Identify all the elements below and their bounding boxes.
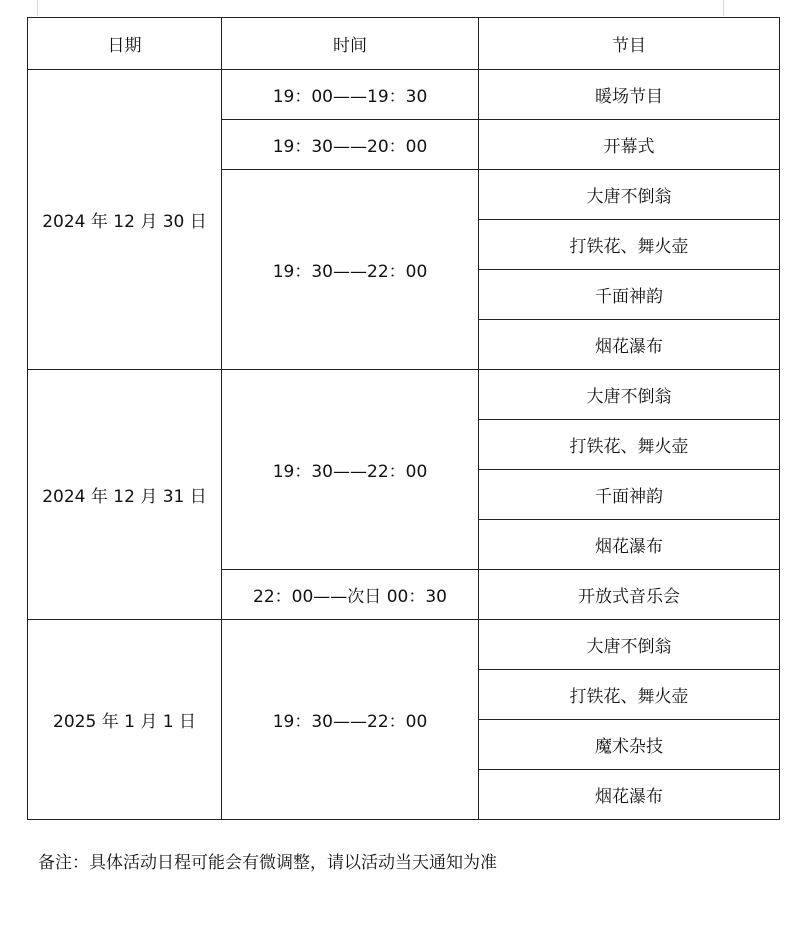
table-body [28, 70, 780, 820]
date-cell: 2024 年 12 月 31 日 [28, 370, 222, 620]
program-cell: 大唐不倒翁 [479, 370, 780, 420]
program-cell: 大唐不倒翁 [479, 170, 780, 220]
page-corner-mark-right [723, 0, 724, 16]
schedule-table [27, 17, 780, 820]
program-cell: 开放式音乐会 [479, 570, 780, 620]
footnote: 备注：具体活动日程可能会有微调整，请以活动当天通知为准 [38, 853, 497, 873]
time-cell: 19：30——22：00 [222, 170, 479, 370]
program-cell: 烟花瀑布 [479, 770, 780, 820]
table-header [28, 18, 780, 70]
table-row [28, 370, 780, 420]
program-cell: 烟花瀑布 [479, 520, 780, 570]
date-cell: 2024 年 12 月 30 日 [28, 70, 222, 370]
table-row [28, 620, 780, 670]
header-row [28, 18, 780, 70]
program-cell: 打铁花、舞火壶 [479, 670, 780, 720]
program-cell: 开幕式 [479, 120, 780, 170]
program-cell: 烟花瀑布 [479, 320, 780, 370]
header-date: 日期 [28, 18, 222, 70]
time-cell: 22：00——次日 00：30 [222, 570, 479, 620]
program-cell: 千面神韵 [479, 270, 780, 320]
time-cell: 19：00——19：30 [222, 70, 479, 120]
program-cell: 打铁花、舞火壶 [479, 420, 780, 470]
time-cell: 19：30——20：00 [222, 120, 479, 170]
program-cell: 打铁花、舞火壶 [479, 220, 780, 270]
time-cell: 19：30——22：00 [222, 620, 479, 820]
program-cell: 千面神韵 [479, 470, 780, 520]
program-cell: 暖场节目 [479, 70, 780, 120]
program-cell: 魔术杂技 [479, 720, 780, 770]
table-row [28, 70, 780, 120]
date-cell: 2025 年 1 月 1 日 [28, 620, 222, 820]
header-program: 节目 [479, 18, 780, 70]
program-cell: 大唐不倒翁 [479, 620, 780, 670]
time-cell: 19：30——22：00 [222, 370, 479, 570]
page-corner-mark-left [37, 0, 38, 16]
header-time: 时间 [222, 18, 479, 70]
